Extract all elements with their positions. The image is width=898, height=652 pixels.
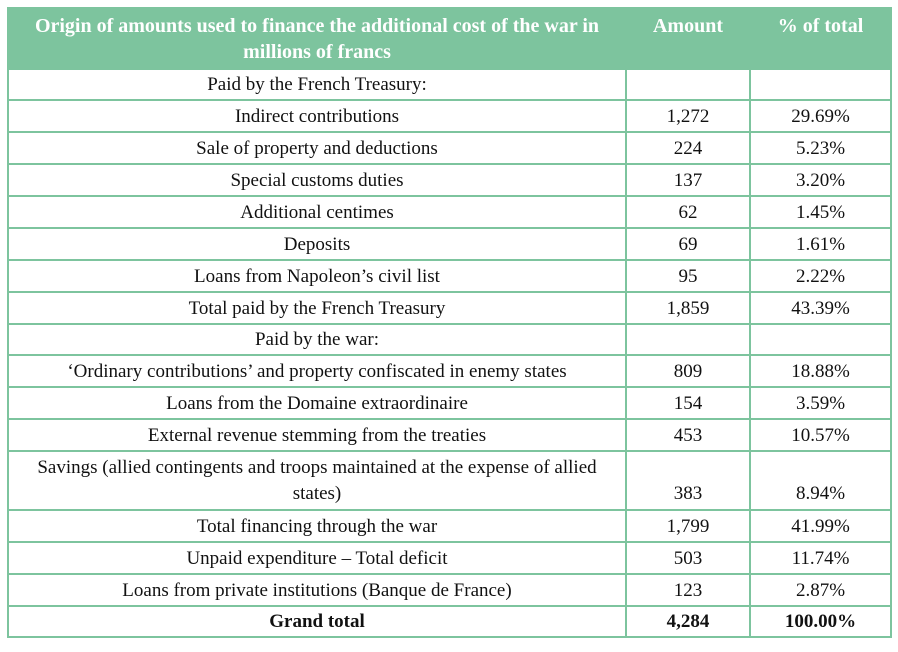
row-percent: 43.39% (750, 292, 891, 324)
row-label: Paid by the French Treasury: (8, 69, 626, 100)
war-financing-table (7, 7, 892, 638)
row-amount: 69 (626, 228, 750, 260)
row-percent: 41.99% (750, 510, 891, 542)
row-percent (750, 69, 891, 100)
table-row (8, 355, 891, 387)
row-amount: 154 (626, 387, 750, 419)
header-origin: Origin of amounts used to finance the additional cost of the war in millions of francs (8, 8, 626, 69)
row-label: Loans from private institutions (Banque de France) (8, 574, 626, 606)
header-percent: % of total (750, 8, 891, 69)
row-percent: 10.57% (750, 419, 891, 451)
row-amount: 123 (626, 574, 750, 606)
row-label: Total financing through the war (8, 510, 626, 542)
row-label: Deposits (8, 228, 626, 260)
row-percent (750, 324, 891, 355)
table-row (8, 196, 891, 228)
row-percent: 1.45% (750, 196, 891, 228)
grand-total-label: Grand total (8, 606, 626, 637)
header-row (8, 8, 891, 69)
row-percent: 5.23% (750, 132, 891, 164)
row-amount: 453 (626, 419, 750, 451)
row-amount (626, 324, 750, 355)
row-percent: 8.94% (750, 451, 891, 510)
row-label: Loans from Napoleon’s civil list (8, 260, 626, 292)
row-amount: 383 (626, 451, 750, 510)
row-amount (626, 69, 750, 100)
row-amount: 62 (626, 196, 750, 228)
row-label: Unpaid expenditure – Total deficit (8, 542, 626, 574)
row-percent: 3.59% (750, 387, 891, 419)
table-row (8, 292, 891, 324)
grand-total-percent: 100.00% (750, 606, 891, 637)
table-row (8, 387, 891, 419)
header-amount: Amount (626, 8, 750, 69)
row-label: Special customs duties (8, 164, 626, 196)
table-row (8, 510, 891, 542)
row-label: Total paid by the French Treasury (8, 292, 626, 324)
row-label: Sale of property and deductions (8, 132, 626, 164)
table-row (8, 228, 891, 260)
table-row (8, 419, 891, 451)
row-amount: 809 (626, 355, 750, 387)
table-row (8, 542, 891, 574)
table-row (8, 324, 891, 355)
row-amount: 137 (626, 164, 750, 196)
table-row (8, 574, 891, 606)
row-label: Paid by the war: (8, 324, 626, 355)
row-label: Additional centimes (8, 196, 626, 228)
row-label: External revenue stemming from the treaties (8, 419, 626, 451)
table-row (8, 260, 891, 292)
table-row (8, 164, 891, 196)
table-row (8, 69, 891, 100)
row-percent: 18.88% (750, 355, 891, 387)
row-amount: 1,799 (626, 510, 750, 542)
row-amount: 224 (626, 132, 750, 164)
row-percent: 2.87% (750, 574, 891, 606)
row-percent: 1.61% (750, 228, 891, 260)
table-row (8, 132, 891, 164)
row-amount: 1,272 (626, 100, 750, 132)
finance-table-container (7, 7, 890, 638)
row-amount: 95 (626, 260, 750, 292)
row-label: Loans from the Domaine extraordinaire (8, 387, 626, 419)
row-label: Indirect contributions (8, 100, 626, 132)
row-amount: 503 (626, 542, 750, 574)
table-row (8, 100, 891, 132)
row-percent: 29.69% (750, 100, 891, 132)
table-row (8, 451, 891, 510)
row-percent: 3.20% (750, 164, 891, 196)
row-amount: 1,859 (626, 292, 750, 324)
row-percent: 11.74% (750, 542, 891, 574)
row-label: ‘Ordinary contributions’ and property confiscated in enemy states (8, 355, 626, 387)
row-label: Savings (allied contingents and troops maintained at the expense of allied states) (8, 451, 626, 510)
grand-total-amount: 4,284 (626, 606, 750, 637)
row-percent: 2.22% (750, 260, 891, 292)
grand-total-row (8, 606, 891, 637)
